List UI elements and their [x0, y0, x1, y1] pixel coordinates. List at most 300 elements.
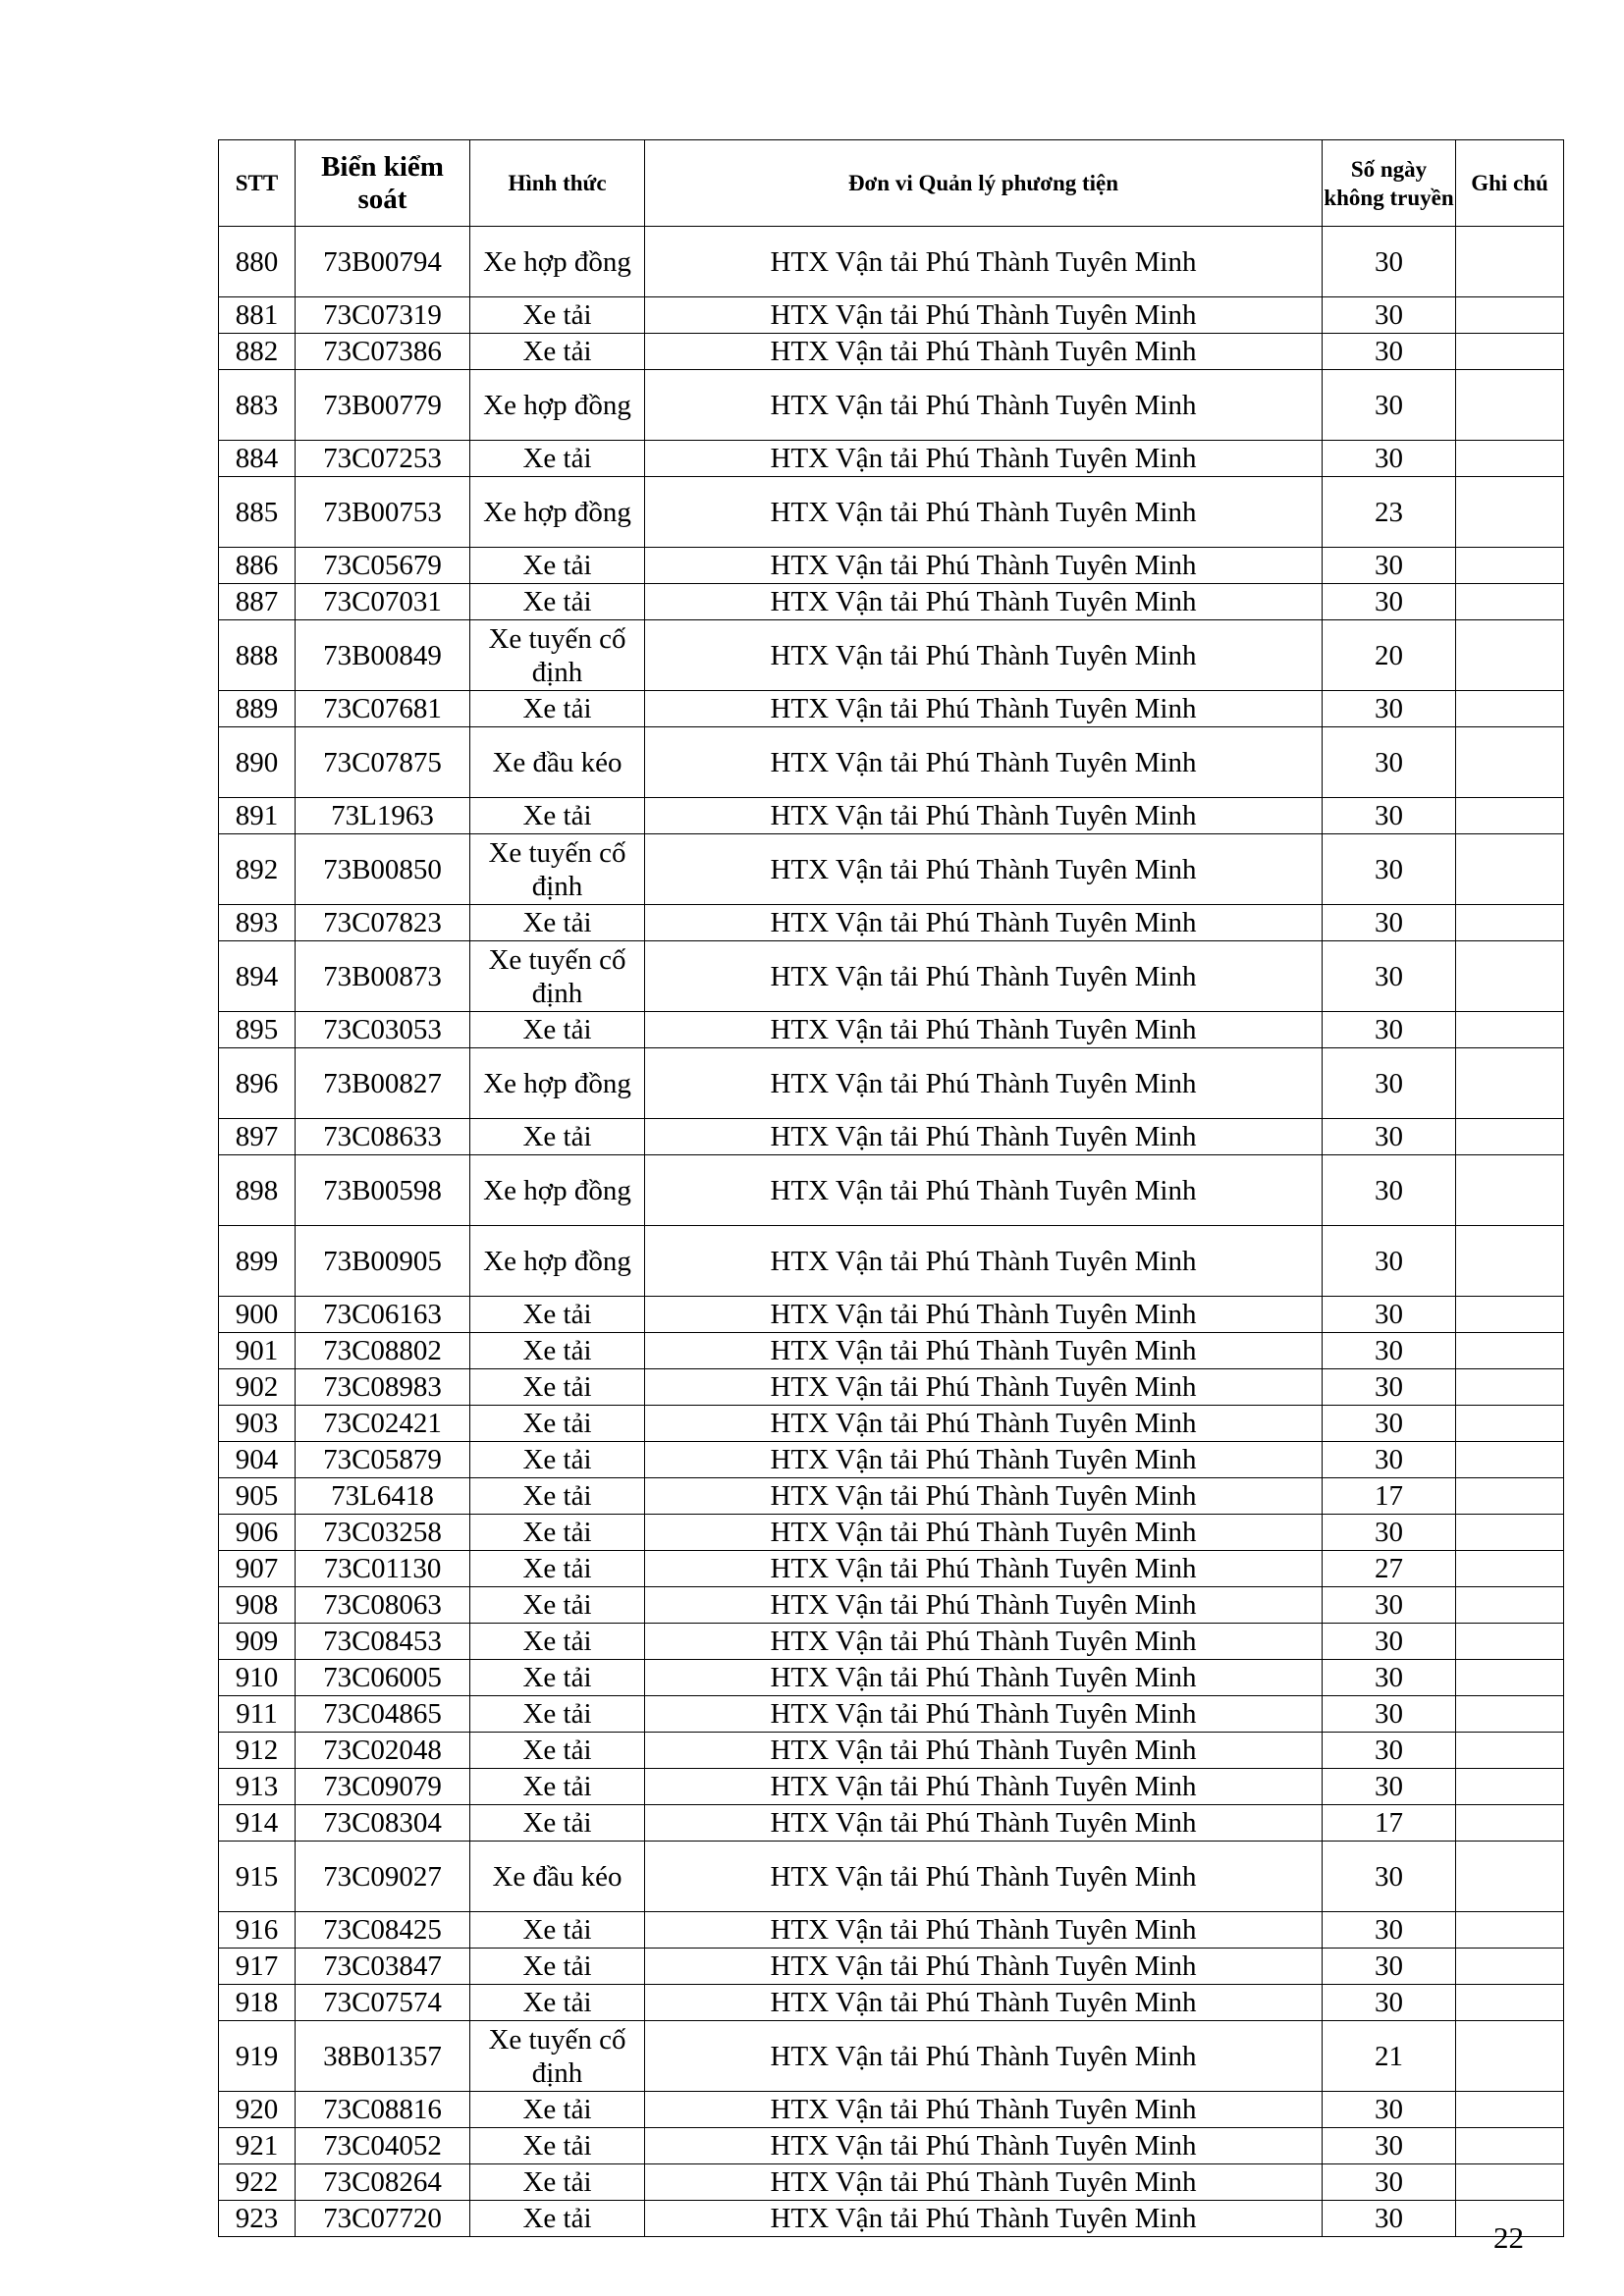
cell-plate: 73B00849: [296, 620, 470, 691]
cell-unit: HTX Vận tải Phú Thành Tuyên Minh: [645, 798, 1323, 834]
table-row: [219, 1587, 1564, 1624]
cell-unit: HTX Vận tải Phú Thành Tuyên Minh: [645, 1442, 1323, 1478]
cell-note: [1456, 1048, 1564, 1119]
table-row: [219, 1842, 1564, 1912]
table-row: [219, 1012, 1564, 1048]
cell-plate: 73B00794: [296, 227, 470, 297]
cell-days: 30: [1323, 1406, 1456, 1442]
cell-unit: HTX Vận tải Phú Thành Tuyên Minh: [645, 1369, 1323, 1406]
cell-plate: 73C05879: [296, 1442, 470, 1478]
cell-type: Xe tải: [470, 1805, 645, 1842]
cell-plate: 73C09027: [296, 1842, 470, 1912]
cell-days: 20: [1323, 620, 1456, 691]
cell-type: Xe tải: [470, 1442, 645, 1478]
cell-note: [1456, 2128, 1564, 2164]
cell-stt: 914: [219, 1805, 296, 1842]
cell-type: Xe hợp đồng: [470, 227, 645, 297]
cell-type: Xe tải: [470, 334, 645, 370]
table-row: [219, 1155, 1564, 1226]
table-row: [219, 548, 1564, 584]
cell-stt: 923: [219, 2201, 296, 2237]
cell-days: 30: [1323, 1842, 1456, 1912]
cell-type: Xe tuyến cố định: [470, 2021, 645, 2092]
cell-type: Xe tải: [470, 1515, 645, 1551]
cell-stt: 890: [219, 727, 296, 798]
cell-days: 30: [1323, 1012, 1456, 1048]
cell-unit: HTX Vận tải Phú Thành Tuyên Minh: [645, 2092, 1323, 2128]
cell-note: [1456, 227, 1564, 297]
cell-plate: 73B00753: [296, 477, 470, 548]
cell-days: 30: [1323, 2201, 1456, 2237]
cell-note: [1456, 727, 1564, 798]
cell-unit: HTX Vận tải Phú Thành Tuyên Minh: [645, 1333, 1323, 1369]
cell-note: [1456, 1515, 1564, 1551]
cell-stt: 907: [219, 1551, 296, 1587]
cell-plate: 73C08802: [296, 1333, 470, 1369]
table-row: [219, 691, 1564, 727]
cell-days: 30: [1323, 834, 1456, 905]
table-header-row: [219, 140, 1564, 227]
cell-days: 30: [1323, 334, 1456, 370]
table-row: [219, 941, 1564, 1012]
cell-unit: HTX Vận tải Phú Thành Tuyên Minh: [645, 1155, 1323, 1226]
table-row: [219, 1624, 1564, 1660]
cell-stt: 917: [219, 1949, 296, 1985]
cell-note: [1456, 1587, 1564, 1624]
table-row: [219, 834, 1564, 905]
cell-plate: 73B00850: [296, 834, 470, 905]
cell-days: 30: [1323, 1985, 1456, 2021]
cell-type: Xe tải: [470, 441, 645, 477]
cell-unit: HTX Vận tải Phú Thành Tuyên Minh: [645, 1551, 1323, 1587]
table-row: [219, 441, 1564, 477]
cell-plate: 73C06163: [296, 1297, 470, 1333]
cell-unit: HTX Vận tải Phú Thành Tuyên Minh: [645, 834, 1323, 905]
cell-unit: HTX Vận tải Phú Thành Tuyên Minh: [645, 905, 1323, 941]
table-row: [219, 1369, 1564, 1406]
cell-plate: 73C04865: [296, 1696, 470, 1733]
cell-stt: 919: [219, 2021, 296, 2092]
cell-days: 30: [1323, 584, 1456, 620]
cell-type: Xe tải: [470, 2201, 645, 2237]
cell-days: 30: [1323, 1912, 1456, 1949]
cell-unit: HTX Vận tải Phú Thành Tuyên Minh: [645, 1769, 1323, 1805]
table-row: [219, 1478, 1564, 1515]
cell-days: 30: [1323, 1048, 1456, 1119]
cell-stt: 901: [219, 1333, 296, 1369]
header-type: Hình thức: [470, 140, 645, 227]
cell-type: Xe tải: [470, 2164, 645, 2201]
cell-unit: HTX Vận tải Phú Thành Tuyên Minh: [645, 584, 1323, 620]
cell-stt: 912: [219, 1733, 296, 1769]
table-row: [219, 1805, 1564, 1842]
cell-days: 30: [1323, 370, 1456, 441]
cell-days: 30: [1323, 1769, 1456, 1805]
cell-plate: 73C07823: [296, 905, 470, 941]
cell-stt: 906: [219, 1515, 296, 1551]
cell-type: Xe tải: [470, 1406, 645, 1442]
cell-plate: 73C05679: [296, 548, 470, 584]
cell-type: Xe tải: [470, 1297, 645, 1333]
cell-note: [1456, 1912, 1564, 1949]
cell-note: [1456, 905, 1564, 941]
cell-stt: 892: [219, 834, 296, 905]
cell-plate: 73C06005: [296, 1660, 470, 1696]
cell-plate: 73C08264: [296, 2164, 470, 2201]
cell-note: [1456, 834, 1564, 905]
header-stt: STT: [219, 140, 296, 227]
table-row: [219, 1551, 1564, 1587]
cell-days: 30: [1323, 727, 1456, 798]
cell-days: 30: [1323, 1333, 1456, 1369]
cell-type: Xe tải: [470, 1369, 645, 1406]
cell-note: [1456, 584, 1564, 620]
table-row: [219, 1696, 1564, 1733]
header-note: Ghi chú: [1456, 140, 1564, 227]
cell-stt: 913: [219, 1769, 296, 1805]
cell-plate: 73L6418: [296, 1478, 470, 1515]
table-row: [219, 1660, 1564, 1696]
cell-stt: 895: [219, 1012, 296, 1048]
cell-days: 30: [1323, 691, 1456, 727]
cell-note: [1456, 477, 1564, 548]
cell-note: [1456, 1478, 1564, 1515]
cell-type: Xe hợp đồng: [470, 370, 645, 441]
cell-plate: 73C02048: [296, 1733, 470, 1769]
cell-type: Xe tải: [470, 1119, 645, 1155]
cell-stt: 911: [219, 1696, 296, 1733]
table-row: [219, 1226, 1564, 1297]
table-row: [219, 227, 1564, 297]
cell-note: [1456, 1406, 1564, 1442]
cell-plate: 73B00873: [296, 941, 470, 1012]
header-plate: Biển kiểm soát: [296, 140, 470, 227]
table-row: [219, 1912, 1564, 1949]
cell-unit: HTX Vận tải Phú Thành Tuyên Minh: [645, 1842, 1323, 1912]
cell-stt: 888: [219, 620, 296, 691]
cell-days: 30: [1323, 441, 1456, 477]
cell-plate: 73C07253: [296, 441, 470, 477]
table-row: [219, 477, 1564, 548]
cell-type: Xe tải: [470, 1587, 645, 1624]
cell-note: [1456, 1624, 1564, 1660]
cell-note: [1456, 1769, 1564, 1805]
cell-stt: 889: [219, 691, 296, 727]
cell-plate: 73C08063: [296, 1587, 470, 1624]
cell-unit: HTX Vận tải Phú Thành Tuyên Minh: [645, 548, 1323, 584]
cell-stt: 896: [219, 1048, 296, 1119]
cell-plate: 73C07720: [296, 2201, 470, 2237]
table-row: [219, 584, 1564, 620]
cell-note: [1456, 2164, 1564, 2201]
cell-type: Xe tải: [470, 1912, 645, 1949]
table-row: [219, 1985, 1564, 2021]
table-row: [219, 2164, 1564, 2201]
cell-plate: 73C08304: [296, 1805, 470, 1842]
table-row: [219, 798, 1564, 834]
cell-days: 30: [1323, 1949, 1456, 1985]
cell-plate: 73C08425: [296, 1912, 470, 1949]
cell-type: Xe tải: [470, 798, 645, 834]
cell-type: Xe hợp đồng: [470, 477, 645, 548]
cell-note: [1456, 1297, 1564, 1333]
cell-stt: 915: [219, 1842, 296, 1912]
cell-unit: HTX Vận tải Phú Thành Tuyên Minh: [645, 1515, 1323, 1551]
cell-type: Xe tải: [470, 905, 645, 941]
cell-type: Xe tuyến cố định: [470, 620, 645, 691]
cell-plate: 73B00779: [296, 370, 470, 441]
cell-note: [1456, 1985, 1564, 2021]
cell-note: [1456, 1842, 1564, 1912]
cell-type: Xe hợp đồng: [470, 1048, 645, 1119]
cell-note: [1456, 1660, 1564, 1696]
cell-unit: HTX Vận tải Phú Thành Tuyên Minh: [645, 1912, 1323, 1949]
cell-stt: 883: [219, 370, 296, 441]
cell-unit: HTX Vận tải Phú Thành Tuyên Minh: [645, 691, 1323, 727]
cell-plate: 73C03053: [296, 1012, 470, 1048]
cell-note: [1456, 2021, 1564, 2092]
cell-note: [1456, 1949, 1564, 1985]
cell-days: 27: [1323, 1551, 1456, 1587]
cell-days: 30: [1323, 227, 1456, 297]
cell-plate: 73L1963: [296, 798, 470, 834]
cell-type: Xe hợp đồng: [470, 1226, 645, 1297]
cell-unit: HTX Vận tải Phú Thành Tuyên Minh: [645, 370, 1323, 441]
table-row: [219, 1733, 1564, 1769]
cell-type: Xe tải: [470, 1624, 645, 1660]
cell-unit: HTX Vận tải Phú Thành Tuyên Minh: [645, 941, 1323, 1012]
cell-note: [1456, 1442, 1564, 1478]
cell-stt: 898: [219, 1155, 296, 1226]
cell-stt: 897: [219, 1119, 296, 1155]
cell-days: 30: [1323, 1442, 1456, 1478]
cell-note: [1456, 548, 1564, 584]
cell-unit: HTX Vận tải Phú Thành Tuyên Minh: [645, 1949, 1323, 1985]
cell-stt: 905: [219, 1478, 296, 1515]
cell-days: 30: [1323, 1119, 1456, 1155]
cell-stt: 900: [219, 1297, 296, 1333]
cell-unit: HTX Vận tải Phú Thành Tuyên Minh: [645, 2128, 1323, 2164]
cell-type: Xe tải: [470, 297, 645, 334]
cell-stt: 903: [219, 1406, 296, 1442]
cell-note: [1456, 1333, 1564, 1369]
cell-type: Xe tải: [470, 1660, 645, 1696]
cell-unit: HTX Vận tải Phú Thành Tuyên Minh: [645, 1048, 1323, 1119]
table-row: [219, 2092, 1564, 2128]
cell-stt: 902: [219, 1369, 296, 1406]
cell-unit: HTX Vận tải Phú Thành Tuyên Minh: [645, 1297, 1323, 1333]
cell-unit: HTX Vận tải Phú Thành Tuyên Minh: [645, 1624, 1323, 1660]
cell-note: [1456, 1155, 1564, 1226]
cell-unit: HTX Vận tải Phú Thành Tuyên Minh: [645, 1478, 1323, 1515]
cell-days: 30: [1323, 941, 1456, 1012]
cell-plate: 73C08633: [296, 1119, 470, 1155]
table-row: [219, 905, 1564, 941]
cell-days: 30: [1323, 2164, 1456, 2201]
cell-type: Xe tải: [470, 1696, 645, 1733]
cell-unit: HTX Vận tải Phú Thành Tuyên Minh: [645, 2164, 1323, 2201]
cell-note: [1456, 1226, 1564, 1297]
cell-stt: 881: [219, 297, 296, 334]
cell-unit: HTX Vận tải Phú Thành Tuyên Minh: [645, 477, 1323, 548]
cell-stt: 880: [219, 227, 296, 297]
cell-type: Xe tải: [470, 691, 645, 727]
table-row: [219, 1769, 1564, 1805]
cell-days: 30: [1323, 1660, 1456, 1696]
cell-unit: HTX Vận tải Phú Thành Tuyên Minh: [645, 227, 1323, 297]
cell-stt: 920: [219, 2092, 296, 2128]
cell-type: Xe tải: [470, 584, 645, 620]
cell-unit: HTX Vận tải Phú Thành Tuyên Minh: [645, 727, 1323, 798]
table-row: [219, 1515, 1564, 1551]
cell-note: [1456, 2092, 1564, 2128]
cell-plate: 73C09079: [296, 1769, 470, 1805]
cell-note: [1456, 620, 1564, 691]
cell-note: [1456, 1805, 1564, 1842]
cell-unit: HTX Vận tải Phú Thành Tuyên Minh: [645, 620, 1323, 691]
cell-plate: 73C07319: [296, 297, 470, 334]
cell-unit: HTX Vận tải Phú Thành Tuyên Minh: [645, 1805, 1323, 1842]
cell-note: [1456, 334, 1564, 370]
cell-unit: HTX Vận tải Phú Thành Tuyên Minh: [645, 1733, 1323, 1769]
cell-days: 17: [1323, 1478, 1456, 1515]
cell-days: 30: [1323, 2092, 1456, 2128]
table-row: [219, 2021, 1564, 2092]
cell-type: Xe tải: [470, 1478, 645, 1515]
cell-days: 30: [1323, 297, 1456, 334]
cell-days: 30: [1323, 1624, 1456, 1660]
cell-stt: 891: [219, 798, 296, 834]
cell-days: 23: [1323, 477, 1456, 548]
table-row: [219, 1949, 1564, 1985]
table-row: [219, 727, 1564, 798]
cell-days: 30: [1323, 1226, 1456, 1297]
cell-days: 30: [1323, 1696, 1456, 1733]
cell-note: [1456, 1369, 1564, 1406]
cell-days: 30: [1323, 1733, 1456, 1769]
cell-unit: HTX Vận tải Phú Thành Tuyên Minh: [645, 1119, 1323, 1155]
cell-stt: 893: [219, 905, 296, 941]
cell-days: 30: [1323, 905, 1456, 941]
cell-plate: 73C07386: [296, 334, 470, 370]
table-row: [219, 1406, 1564, 1442]
cell-stt: 887: [219, 584, 296, 620]
table-row: [219, 1048, 1564, 1119]
cell-stt: 916: [219, 1912, 296, 1949]
table-row: [219, 1442, 1564, 1478]
cell-note: [1456, 1551, 1564, 1587]
cell-plate: 73C08983: [296, 1369, 470, 1406]
cell-plate: 73C08453: [296, 1624, 470, 1660]
cell-stt: 886: [219, 548, 296, 584]
cell-stt: 918: [219, 1985, 296, 2021]
cell-plate: 73C04052: [296, 2128, 470, 2164]
cell-type: Xe đầu kéo: [470, 1842, 645, 1912]
vehicle-table: [218, 139, 1564, 2237]
cell-type: Xe tải: [470, 548, 645, 584]
cell-days: 30: [1323, 1587, 1456, 1624]
cell-plate: 73C03258: [296, 1515, 470, 1551]
cell-type: Xe tải: [470, 1769, 645, 1805]
cell-plate: 73B00598: [296, 1155, 470, 1226]
cell-plate: 73C08816: [296, 2092, 470, 2128]
cell-unit: HTX Vận tải Phú Thành Tuyên Minh: [645, 1696, 1323, 1733]
cell-unit: HTX Vận tải Phú Thành Tuyên Minh: [645, 1226, 1323, 1297]
cell-unit: HTX Vận tải Phú Thành Tuyên Minh: [645, 441, 1323, 477]
cell-unit: HTX Vận tải Phú Thành Tuyên Minh: [645, 2021, 1323, 2092]
cell-plate: 73C03847: [296, 1949, 470, 1985]
cell-note: [1456, 441, 1564, 477]
cell-days: 21: [1323, 2021, 1456, 2092]
cell-unit: HTX Vận tải Phú Thành Tuyên Minh: [645, 2201, 1323, 2237]
cell-type: Xe tải: [470, 1012, 645, 1048]
cell-days: 30: [1323, 798, 1456, 834]
cell-unit: HTX Vận tải Phú Thành Tuyên Minh: [645, 334, 1323, 370]
cell-stt: 909: [219, 1624, 296, 1660]
cell-note: [1456, 1696, 1564, 1733]
cell-note: [1456, 1119, 1564, 1155]
cell-stt: 910: [219, 1660, 296, 1696]
cell-type: Xe tải: [470, 1333, 645, 1369]
table-row: [219, 297, 1564, 334]
header-days: Số ngày không truyền: [1323, 140, 1456, 227]
cell-stt: 921: [219, 2128, 296, 2164]
cell-type: Xe tải: [470, 1949, 645, 1985]
table-row: [219, 1119, 1564, 1155]
header-unit: Đơn vi Quản lý phương tiện: [645, 140, 1323, 227]
cell-stt: 894: [219, 941, 296, 1012]
cell-type: Xe tuyến cố định: [470, 834, 645, 905]
cell-plate: 73C07681: [296, 691, 470, 727]
cell-days: 30: [1323, 1297, 1456, 1333]
table-row: [219, 1333, 1564, 1369]
table-row: [219, 1297, 1564, 1333]
cell-note: [1456, 1733, 1564, 1769]
cell-type: Xe tải: [470, 1733, 645, 1769]
cell-note: [1456, 370, 1564, 441]
cell-type: Xe tuyến cố định: [470, 941, 645, 1012]
cell-stt: 885: [219, 477, 296, 548]
cell-type: Xe hợp đồng: [470, 1155, 645, 1226]
table-row: [219, 370, 1564, 441]
table-row: [219, 2201, 1564, 2237]
cell-note: [1456, 1012, 1564, 1048]
cell-days: 17: [1323, 1805, 1456, 1842]
cell-stt: 922: [219, 2164, 296, 2201]
cell-stt: 908: [219, 1587, 296, 1624]
cell-days: 30: [1323, 548, 1456, 584]
cell-days: 30: [1323, 1515, 1456, 1551]
cell-note: [1456, 691, 1564, 727]
cell-plate: 73C07031: [296, 584, 470, 620]
cell-stt: 904: [219, 1442, 296, 1478]
cell-unit: HTX Vận tải Phú Thành Tuyên Minh: [645, 1660, 1323, 1696]
cell-type: Xe tải: [470, 1551, 645, 1587]
cell-days: 30: [1323, 2128, 1456, 2164]
cell-plate: 73B00827: [296, 1048, 470, 1119]
cell-days: 30: [1323, 1155, 1456, 1226]
table-row: [219, 334, 1564, 370]
table-row: [219, 2128, 1564, 2164]
page-number: 22: [1493, 2220, 1524, 2255]
cell-unit: HTX Vận tải Phú Thành Tuyên Minh: [645, 1587, 1323, 1624]
cell-note: [1456, 297, 1564, 334]
cell-plate: 73C01130: [296, 1551, 470, 1587]
cell-stt: 884: [219, 441, 296, 477]
cell-type: Xe đầu kéo: [470, 727, 645, 798]
cell-plate: 38B01357: [296, 2021, 470, 2092]
cell-stt: 899: [219, 1226, 296, 1297]
